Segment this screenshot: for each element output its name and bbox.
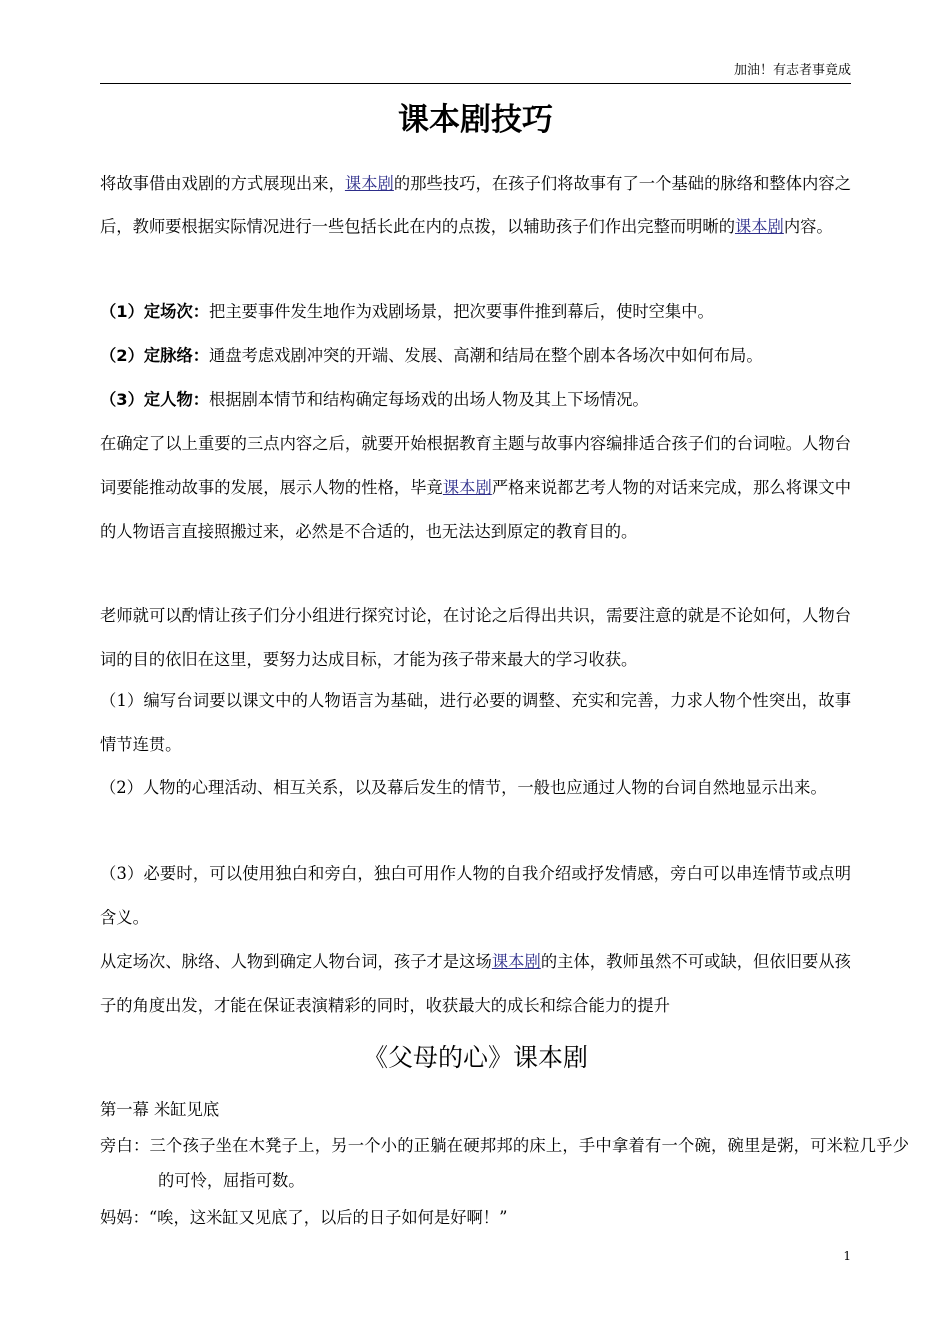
step-label: （2）定脉络： (100, 346, 210, 365)
step-item (100, 290, 851, 334)
point-item: （1）编写台词要以课文中的人物语言为基础，进行必要的调整、充实和完善，力求人物个性突出，故事情节连贯。 (100, 691, 851, 754)
step-item (100, 378, 851, 422)
point-item: （2）人物的心理活动、相互关系，以及幕后发生的情节，一般也应通过人物的台词自然地显示出来。 (100, 778, 827, 797)
intro-text-b: 的那些技巧，在孩子们将故事有了一个基础的脉络和整体内容之后，教师要根据实际情况进行一些包括长此在内的点拨，以辅助孩子们作出完整而明晰的 (100, 174, 851, 236)
paragraph-discussion: 老师就可以酌情让孩子们分小组进行探究讨论，在讨论之后得出共识，需要注意的就是不论如何，人物台词的目的依旧在这里，要努力达成目标，才能为孩子带来最大的学习收获。 (100, 606, 851, 669)
act-heading: 第一幕 米缸见底 (100, 1100, 220, 1119)
kebenju-link[interactable]: 课本剧 (442, 478, 492, 497)
speaker: 妈妈： (100, 1208, 149, 1227)
line-text: “唉，这米缸又见底了，以后的日子如何是好啊！” (148, 1208, 508, 1227)
step-item (100, 334, 851, 378)
document-title: 课本剧技巧 (398, 102, 553, 138)
line-text: 三个孩子坐在木凳子上，另一个小的正躺在硬邦邦的床上，手中拿着有一个碗，碗里是粥，可米粒几乎少的可怜，屈指可数。 (149, 1136, 909, 1190)
header-rule (100, 83, 851, 84)
point-item: （3）必要时，可以使用独白和旁白，独白可用作人物的自我介绍或抒发情感，旁白可以串连情节或点明含义。 (100, 864, 851, 927)
step-label: （1）定场次： (100, 302, 210, 321)
paragraph-conclusion (100, 940, 851, 1028)
intro-text-a: 将故事借由戏剧的方式展现出来， (100, 174, 345, 193)
script-line (100, 1128, 909, 1198)
paragraph-dialogue (100, 422, 851, 554)
kebenju-link[interactable]: 课本剧 (344, 174, 394, 193)
script-title: 《父母的心》课本剧 (362, 1043, 588, 1072)
kebenju-link[interactable]: 课本剧 (734, 217, 784, 236)
step-text: 根据剧本情节和结构确定每场戏的出场人物及其上下场情况。 (209, 390, 649, 409)
intro-text-c: 内容。 (783, 217, 833, 236)
step-text: 通盘考虑戏剧冲突的开端、发展、高潮和结局在整个剧本各场次中如何布局。 (209, 346, 763, 365)
page-header: 加油！有志者事竟成 (733, 63, 851, 78)
page-number: 1 (843, 1249, 851, 1263)
intro-paragraph (100, 162, 851, 248)
para2-text-a: 在确定了以上重要的三点内容之后，就要开始根据教育主题与故事内容编排适合孩子们的台词啦。人物台词要能推动故事的发展，展示人物的性格，毕竟 (100, 434, 851, 497)
script-line (100, 1200, 909, 1235)
para4-text-a: 从定场次、脉络、人物到确定人物台词，孩子才是这场 (100, 952, 492, 971)
step-label: （3）定人物： (100, 390, 210, 409)
speaker: 旁白： (100, 1136, 150, 1155)
step-text: 把主要事件发生地作为戏剧场景，把次要事件推到幕后，使时空集中。 (209, 302, 714, 321)
kebenju-link[interactable]: 课本剧 (491, 952, 541, 971)
para2-text-b: 严格来说都艺考人物的对话来完成，那么将课文中的人物语言直接照搬过来，必然是不合适的，也无法达到原定的教育目的。 (100, 478, 851, 541)
para4-text-b: 的主体，教师虽然不可或缺，但依旧要从孩子的角度出发，才能在保证表演精彩的同时，收获最大的成长和综合能力的提升 (100, 952, 851, 1015)
